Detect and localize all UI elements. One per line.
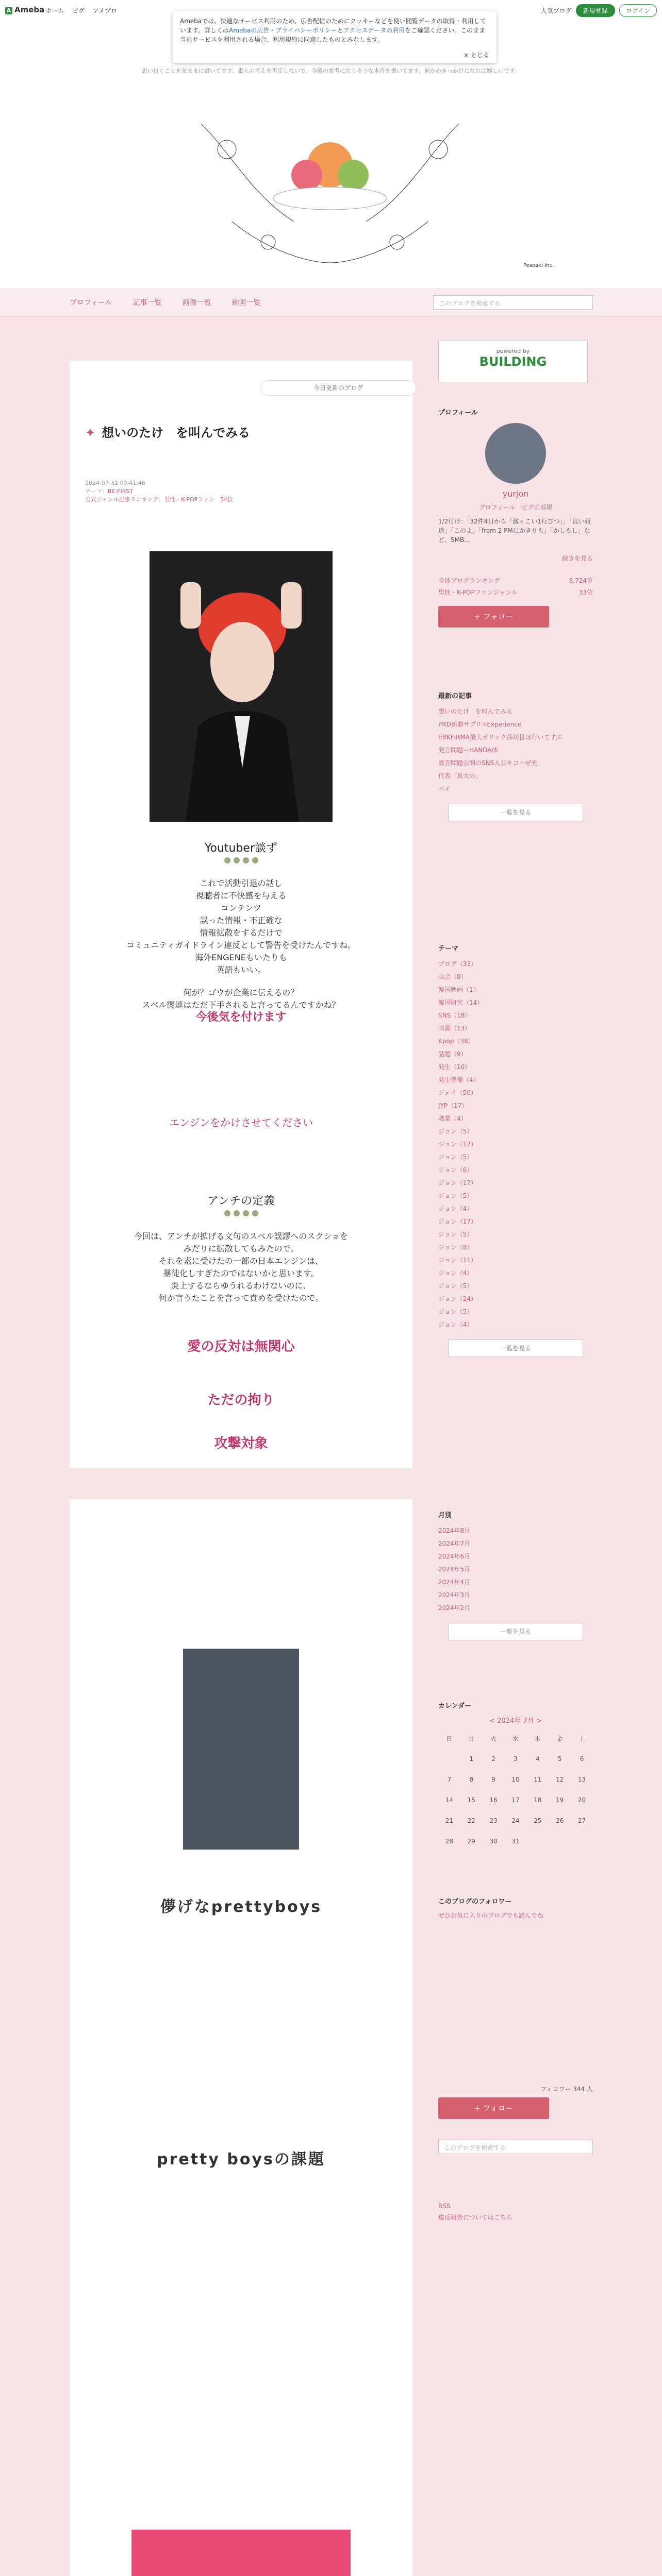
calendar <box>438 1700 593 1852</box>
recent-more-button[interactable]: 一覧を見る <box>448 804 583 821</box>
month-heading: 月別 <box>438 1512 452 1519</box>
highlight-3: 愛の反対は無関心 <box>187 1339 295 1354</box>
follower-note[interactable]: ぜひお気に入りのブログでも読んでね <box>438 1912 544 1919</box>
theme-item[interactable]: ジェイ（50） <box>438 1089 477 1096</box>
article-date: 2024-07-31 09:41:46 <box>85 480 145 486</box>
logo-text: Ameba <box>14 5 45 14</box>
calendar-day[interactable] <box>526 1831 549 1852</box>
calendar-day[interactable]: 18 <box>534 1797 542 1804</box>
nav-entries[interactable]: 記事一覧 <box>133 299 162 307</box>
article-continued <box>70 1499 412 2576</box>
theme-item[interactable]: 韓国研究（14） <box>438 999 484 1006</box>
line: 視聴者に不快感を与える <box>195 891 287 901</box>
profile-name[interactable]: yurjon <box>502 489 529 499</box>
theme-item[interactable]: JYP（17） <box>438 1102 468 1109</box>
weekday: 火 <box>490 1735 497 1742</box>
highlight-2: エンジンをかけさせてください <box>169 1116 313 1129</box>
theme-more-button[interactable]: 一覧を見る <box>448 1340 583 1357</box>
nav-profile[interactable]: プロフィール <box>70 299 112 307</box>
calendar-day[interactable]: 20 <box>577 1797 586 1804</box>
weekday: 金 <box>556 1735 563 1742</box>
followers-box <box>438 1896 593 2223</box>
lower-title-1: 儚げなprettyboys <box>160 1898 322 1916</box>
nav-search-input[interactable]: このブログを検索する <box>433 295 593 310</box>
recent-entries <box>438 690 593 821</box>
nav-images[interactable]: 画像一覧 <box>182 299 211 307</box>
theme-item[interactable]: 話題（9） <box>438 1050 467 1058</box>
article-photo <box>150 551 333 822</box>
login-button[interactable]: ログイン <box>619 4 657 17</box>
calendar-day[interactable]: 3 <box>514 1755 518 1762</box>
theme-item[interactable]: 韓国映画（1） <box>438 986 479 993</box>
month-item[interactable]: 2024年3月 <box>438 1591 471 1599</box>
calendar-day[interactable]: 15 <box>467 1797 475 1804</box>
notice-close-button[interactable]: × とじる <box>464 52 489 59</box>
sponsor-box[interactable] <box>438 340 588 382</box>
calendar-day[interactable]: 11 <box>534 1776 542 1783</box>
follower-count: フォロワー 344 人 <box>540 2086 593 2093</box>
line: コミュニティガイドライン違反として警告を受けたんですね。 <box>126 940 356 950</box>
calendar-day[interactable]: 27 <box>577 1817 586 1824</box>
month-item[interactable]: 2024年5月 <box>438 1566 471 1573</box>
avatar[interactable] <box>485 423 546 484</box>
pigg-room-link[interactable]: ピグの部屋 <box>521 504 553 511</box>
line: コンテンツ <box>220 903 262 913</box>
calendar-day[interactable]: 9 <box>491 1776 495 1783</box>
calendar-day[interactable]: 8 <box>469 1776 474 1783</box>
theme-item[interactable]: 発生（10） <box>438 1063 471 1071</box>
recent-entry[interactable]: 喜言問題公開のSNS入公キコハぜ先。 <box>438 759 544 767</box>
article-title <box>85 422 250 440</box>
recent-entry[interactable]: 発言問題ーHANDA体 <box>438 747 498 754</box>
calendar-day[interactable]: 4 <box>535 1755 540 1762</box>
theme-item[interactable]: ジョン（4） <box>438 1205 473 1212</box>
line: 暴徒化しすぎたのではないかと思います。 <box>163 1268 319 1278</box>
theme-item[interactable]: 職業（4） <box>438 1115 467 1122</box>
weekday: 木 <box>534 1735 541 1742</box>
section-1 <box>70 842 412 1129</box>
calendar-day[interactable]: 16 <box>489 1797 498 1804</box>
nav-ameblo[interactable]: アメブロ <box>93 7 118 14</box>
article-title-text: 想いのたけ を叫んでみる <box>102 426 251 440</box>
sidebar <box>438 340 593 382</box>
register-button[interactable]: 新規登録 <box>576 4 615 17</box>
global-nav <box>0 289 662 316</box>
theme-item[interactable]: ジョン（5） <box>438 1231 473 1238</box>
weekday: 月 <box>468 1735 475 1742</box>
theme-item[interactable]: ブログ（33） <box>438 960 477 968</box>
theme-item[interactable]: ジョン（6） <box>438 1166 473 1174</box>
theme-label: テーマ： <box>85 488 108 495</box>
recent-entry[interactable]: 想いのたけ を叫んでみる <box>438 708 513 715</box>
header-credit: Pesoaki Inc. <box>523 263 554 268</box>
rss-link[interactable]: RSS <box>438 2202 451 2210</box>
theme-heading: テーマ <box>438 945 459 953</box>
line: 何が？ゴウが企業に伝えるの？ <box>183 988 299 997</box>
access-data-link[interactable]: アクセスデータの利用 <box>343 27 405 34</box>
header-illustration <box>98 93 562 278</box>
profile-more-link[interactable]: 続きを見る <box>561 555 593 562</box>
theme-link[interactable]: BE:FIRST <box>108 488 134 495</box>
popular-blog-link[interactable]: 人気ブログ <box>540 7 572 14</box>
rank-genre-value: 33位 <box>578 589 593 596</box>
calendar-day[interactable]: 24 <box>511 1817 520 1824</box>
article <box>70 361 412 1468</box>
calendar-day[interactable]: 5 <box>557 1755 562 1762</box>
calendar-day[interactable]: 1 <box>469 1755 474 1762</box>
theme-item[interactable]: ジョン（5） <box>438 1128 473 1135</box>
follow-button[interactable]: + フォロー <box>438 606 549 628</box>
calendar-day[interactable] <box>549 1831 571 1852</box>
calendar-grid <box>438 1728 593 1852</box>
article-meta <box>85 479 233 504</box>
theme-item[interactable]: ジョン（8） <box>438 1244 473 1251</box>
ameba-logo[interactable] <box>5 5 44 14</box>
theme-item[interactable]: ジョン（5） <box>438 1308 473 1315</box>
line: 海外ENGENEもいたりも <box>195 953 287 962</box>
theme-item[interactable]: 発生準備（4） <box>438 1076 479 1083</box>
ameba-icon: A <box>5 7 12 14</box>
calendar-day[interactable] <box>571 1831 593 1852</box>
month-item[interactable]: 2024年2月 <box>438 1604 471 1612</box>
calendar-day[interactable]: 17 <box>511 1797 520 1804</box>
theme-item[interactable]: ジョン（5） <box>438 1192 473 1199</box>
calendar-day[interactable]: 30 <box>489 1838 498 1845</box>
group-photo <box>183 1649 299 1850</box>
calendar-day[interactable]: 21 <box>445 1817 454 1824</box>
calendar-month-nav[interactable]: < 2024年 7月 > <box>489 1717 542 1725</box>
theme-item[interactable]: SNS（18） <box>438 1012 471 1019</box>
section-heading-2: アンチの定義 <box>207 1195 275 1208</box>
nav-videos[interactable]: 動画一覧 <box>231 299 261 307</box>
monthly-archive <box>438 1510 593 1640</box>
theme-item[interactable]: 映画（13） <box>438 1025 471 1032</box>
notice-and: と <box>337 27 343 34</box>
section-2 <box>70 1195 412 1450</box>
line: 炎上するならゆうれるわけないのに、 <box>171 1281 311 1291</box>
theme-item[interactable]: ジョン（24） <box>438 1295 477 1302</box>
theme-item[interactable]: ジョン（4） <box>438 1269 473 1277</box>
line: 誤った情報・不正確な <box>200 916 283 925</box>
calendar-day[interactable]: 19 <box>556 1797 564 1804</box>
calendar-day[interactable]: 7 <box>447 1776 452 1783</box>
theme-item[interactable]: ジョン（11） <box>438 1257 477 1264</box>
theme-item[interactable]: ジョン（17） <box>438 1179 477 1187</box>
calendar-day[interactable]: 22 <box>467 1817 475 1824</box>
calendar-day[interactable]: 2 <box>491 1755 495 1762</box>
month-item[interactable]: 2024年8月 <box>438 1527 471 1534</box>
notice-text-post: をご確認ください。このまま当社サービスを利用される場合、利用規約に同意したものとみなします。 <box>180 27 486 43</box>
rank-value: 男性・K-POPファン 54位 <box>164 496 233 503</box>
sponsor-label: powered by <box>496 348 530 354</box>
line: 何か言うたことを言って責めを受けたので。 <box>158 1293 324 1303</box>
recent-heading: 最新の記事 <box>438 692 472 700</box>
calendar-day[interactable]: 25 <box>534 1817 542 1824</box>
divider-dots <box>224 857 258 863</box>
privacy-policy-link[interactable]: Amebaの広告・プライバシーポリシー <box>229 27 337 34</box>
section-1-lines <box>70 877 412 1129</box>
rank-overall-label[interactable]: 全体ブログランキング <box>438 577 500 584</box>
theme-item[interactable]: Kpop（38） <box>438 1038 474 1045</box>
theme-item[interactable]: ジョン（17） <box>438 1141 477 1148</box>
rank-genre-label[interactable]: 男性・K-POPファンジャンル <box>438 589 518 596</box>
star-icon: ✦ <box>85 426 96 440</box>
month-more-button[interactable]: 一覧を見る <box>448 1623 583 1640</box>
line: これで活動引退の話し <box>200 878 283 888</box>
calendar-day[interactable]: 28 <box>445 1838 454 1845</box>
profile-link[interactable]: プロフィール <box>478 504 516 511</box>
rank-label[interactable]: 公式ジャンル記事ランキング： <box>85 496 164 503</box>
recent-entry[interactable]: バイ <box>438 785 451 792</box>
blog-description: 思い付くことを気ままに書いてます。素人の考えを否定しないで。今後の参考になりそうな本音を書いてます。何かのきっかけになれば嬉しいです。 <box>141 67 521 74</box>
divider-dots <box>224 1210 258 1216</box>
highlight-5: 攻撃対象 <box>214 1436 268 1451</box>
drama-banner <box>131 2530 351 2576</box>
line: 今回は、アンチが拡げる文句のスベル誤謬へのスクショを <box>134 1231 349 1241</box>
line: 英語もいい。 <box>216 965 266 975</box>
cookie-notice <box>173 11 496 63</box>
recent-entry[interactable]: PRD新曲サプリ=Experience <box>438 721 522 728</box>
month-item[interactable]: 2024年4月 <box>438 1579 471 1586</box>
weekday: 土 <box>578 1735 585 1742</box>
follow-button-2[interactable]: + フォロー <box>438 2097 549 2119</box>
theme-item[interactable]: ジョン（17） <box>438 1218 477 1225</box>
rank-overall-value: 8,724位 <box>569 577 593 584</box>
profile-heading: プロフィール <box>438 409 478 417</box>
calendar-day[interactable]: 29 <box>467 1838 475 1845</box>
calendar-day[interactable]: 6 <box>580 1755 584 1762</box>
profile-box <box>438 407 593 628</box>
follower-heading: このブログのフォロワー <box>438 1898 512 1906</box>
month-item[interactable]: 2024年7月 <box>438 1540 471 1547</box>
recent-entry[interactable]: EBKFIRMA最大ボリック品切目は行いてすぶ <box>438 734 562 741</box>
calendar-day[interactable]: 31 <box>511 1838 520 1845</box>
line: みだりに拡散してもみたので。 <box>183 1244 299 1253</box>
calendar-day[interactable]: 26 <box>556 1817 564 1824</box>
report-link[interactable]: 違反報告についてはこちら <box>438 2214 512 2221</box>
theme-item[interactable]: ジョン（5） <box>438 1154 473 1161</box>
theme-item[interactable]: ジョン（5） <box>438 1282 473 1290</box>
calendar-heading: カレンダー <box>438 1702 472 1710</box>
recent-entry[interactable]: 代表「真大の」 <box>438 772 482 779</box>
weekday: 水 <box>512 1735 519 1742</box>
calendar-day[interactable]: 13 <box>577 1776 586 1783</box>
latest-entries-button[interactable]: 今日更新のブログ <box>260 380 416 396</box>
calendar-day[interactable]: 10 <box>511 1776 520 1783</box>
line: それを素に受けたの一部の日本エンジンは、 <box>158 1256 324 1266</box>
month-item[interactable]: 2024年6月 <box>438 1553 471 1560</box>
calendar-day[interactable] <box>438 1749 460 1769</box>
nav-home[interactable]: ホーム <box>45 7 64 14</box>
highlight-1: 今後気を付けます <box>195 1011 287 1024</box>
profile-bio: 1/2付け：「32件4日から「激ヶこい1行びつ」」「良い報道」「このよ」「from 2 PMにかきりも」「かしもし」など、SMB... <box>438 518 591 544</box>
calendar-day[interactable]: 14 <box>445 1797 454 1804</box>
line: 情報拡散をするだけで <box>200 928 283 938</box>
sponsor-name: BUILDING <box>479 354 547 369</box>
top-right <box>541 4 657 17</box>
highlight-4: ただの拘り <box>207 1393 275 1408</box>
calendar-day[interactable]: 12 <box>556 1776 564 1783</box>
sidebar-search-input[interactable]: このブログを検索する <box>438 2140 593 2154</box>
lower-title-2: pretty boysの課題 <box>157 2150 325 2168</box>
theme-list <box>438 943 593 1357</box>
calendar-day[interactable]: 23 <box>489 1817 498 1824</box>
section-heading-1: Youtuber談ず <box>204 842 278 855</box>
theme-item[interactable]: ジョン（4） <box>438 1321 473 1328</box>
theme-item[interactable]: 映会（8） <box>438 973 467 980</box>
nav-pigg[interactable]: ピグ <box>72 7 85 14</box>
line: スベル関連はただ下手されると言ってるんですかね？ <box>142 1000 340 1010</box>
top-nav <box>45 6 117 15</box>
weekday: 日 <box>446 1735 453 1742</box>
notice-text: Amebaでは、快適なサービス利用のため、広告配信のためにクッキーなどを使い閲覧データの取得・利用しています。詳しくは <box>180 18 486 34</box>
person-photo-illustration <box>150 551 333 822</box>
